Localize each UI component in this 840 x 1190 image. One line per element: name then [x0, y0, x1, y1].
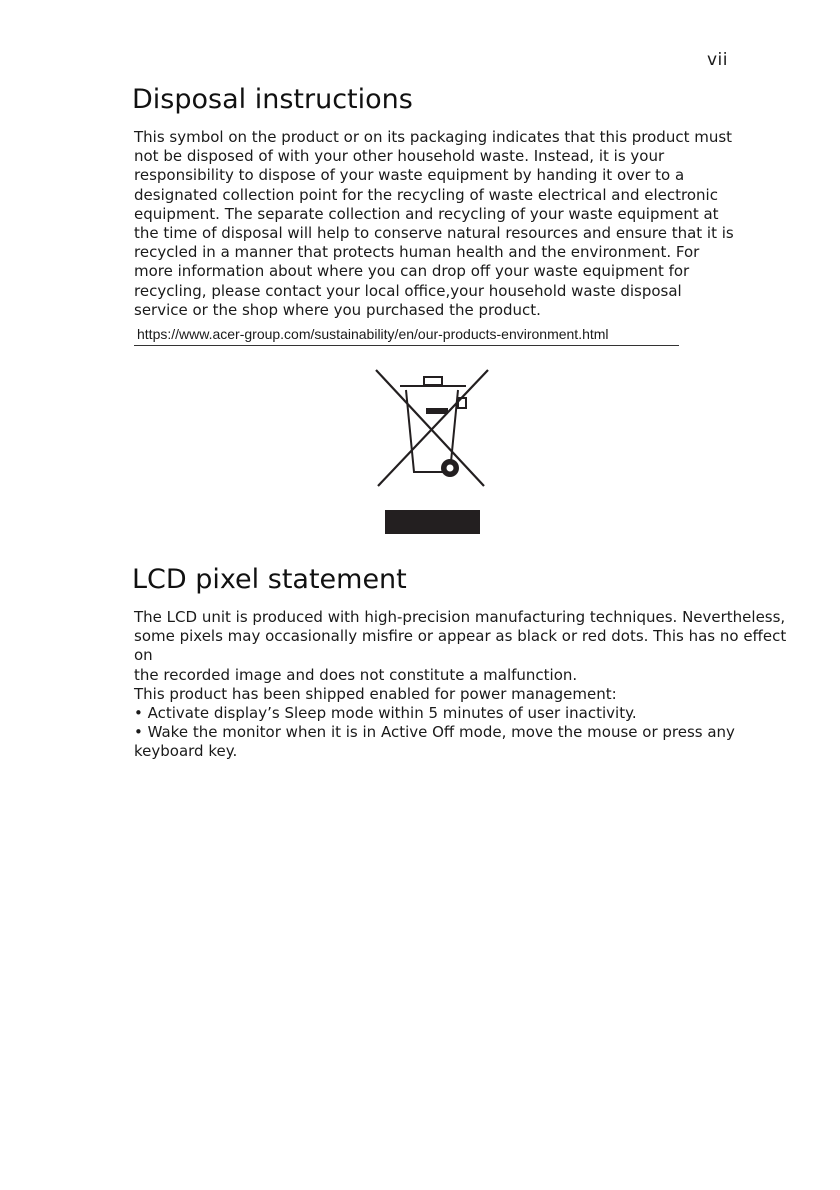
disposal-url-row: [134, 324, 679, 346]
disposal-body: This symbol on the product or on its packaging indicates that this product must not be disposed of with your other household waste. Instead, it is your responsibility to dispose of your waste equipment by handing it over to a designated collection point for the recycling of waste electrical and electronic equipment. The separate collection and recycling of your waste equipment at the time of disposal will help to conserve natural resources and ensure that it is recycled in a manner that protects human health and the environment. For more information about where you can drop off your waste equipment for recycling, please contact your local office,your household waste disposal service or the shop where you purchased the product.: [134, 128, 734, 319]
lcd-line: keyboard key.: [134, 742, 238, 761]
lcd-line: The LCD unit is produced with high-precision manufacturing techniques. Nevertheless,: [134, 608, 786, 626]
lcd-body: [134, 608, 804, 762]
lcd-heading: LCD pixel statement: [132, 564, 407, 595]
lcd-bullet-wake: • Wake the monitor when it is in Active Off mode, move the mouse or press any: [134, 723, 735, 742]
disposal-section: [134, 82, 804, 346]
sustainability-link[interactable]: https://www.acer-group.com/sustainability/en/our-products-environment.html: [137, 326, 609, 343]
crossed-out-wheelie-bin-icon: [370, 366, 494, 492]
weee-marking-bar: [385, 510, 480, 534]
lcd-line: the recorded image and does not constitute a malfunction.: [134, 665, 578, 684]
lcd-section: [134, 562, 804, 762]
page-number: vii: [706, 50, 728, 70]
lcd-line: This product has been shipped enabled for power management:: [134, 684, 617, 703]
lcd-bullet-sleep: • Activate display’s Sleep mode within 5 minutes of user inactivity.: [134, 704, 637, 723]
disposal-heading: Disposal instructions: [132, 84, 413, 115]
lcd-line: some pixels may occasionally misfire or appear as black or red dots. This has no effect on: [134, 627, 787, 665]
